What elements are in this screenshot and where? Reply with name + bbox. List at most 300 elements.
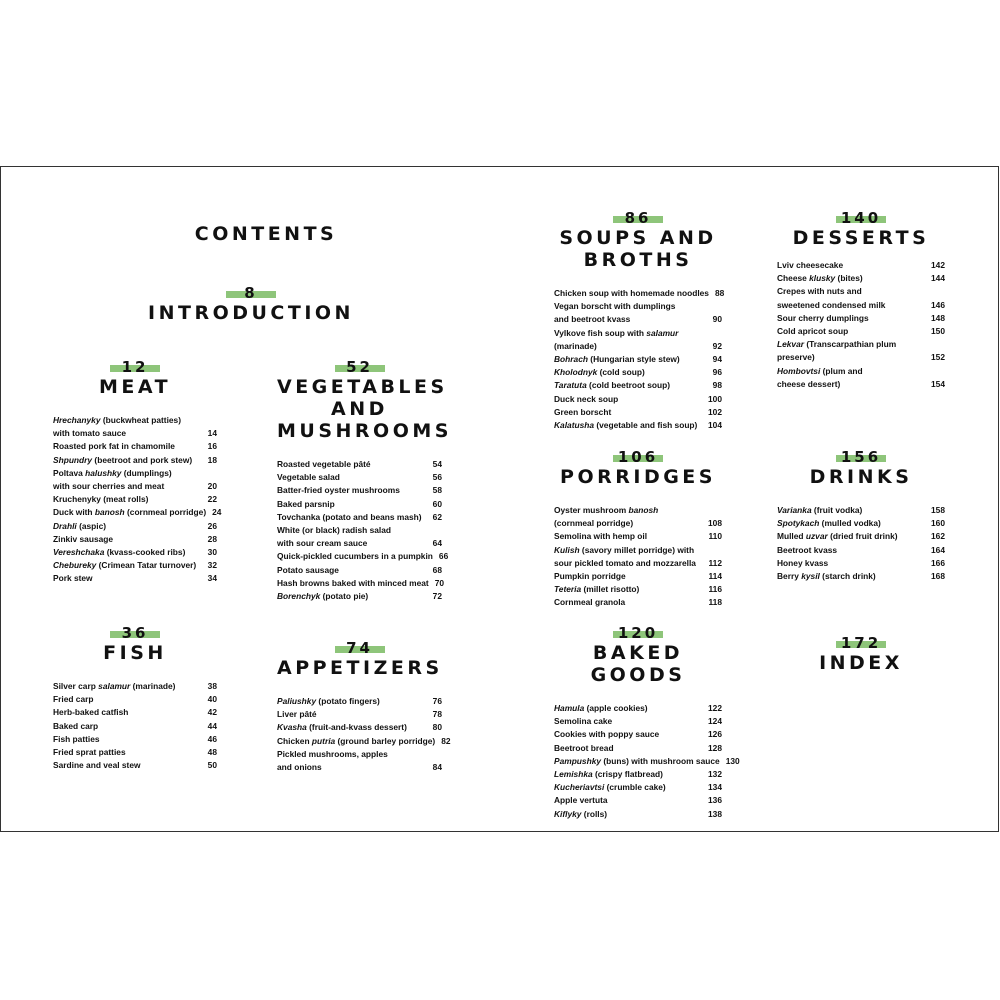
entry-title-text: (bites)	[835, 273, 863, 284]
entry-title-text: Liver pâté	[277, 709, 317, 720]
contents-entry	[554, 517, 722, 530]
contents-entry	[554, 715, 722, 728]
entry-title-text: Apple vertuta	[554, 795, 608, 806]
entry-title-text: Poltava	[53, 467, 86, 478]
entry-page-number: 122	[708, 703, 722, 713]
entry-title-text: Fried sprat patties	[53, 747, 126, 758]
contents-entry	[277, 748, 442, 761]
entry-page-number: 60	[432, 498, 442, 509]
entry-title	[53, 520, 106, 533]
section-page-number: 86	[624, 209, 652, 227]
contents-entry	[277, 735, 451, 748]
section-page-number: 52	[346, 358, 373, 376]
entry-title	[554, 300, 675, 313]
entry-title-italic: Chebureky	[53, 560, 97, 571]
entry-title	[53, 706, 128, 719]
entry-title-text: Semolina with hemp oil	[554, 531, 648, 542]
entry-title-text: Fried carp	[53, 694, 94, 705]
entry-title-text: Quick-pickled cucumbers in a pumpkin	[277, 551, 433, 562]
entry-title	[277, 577, 429, 590]
entry-page-number: 104	[708, 420, 722, 431]
entry-title-text: Hash browns baked with minced meat	[277, 577, 429, 588]
contents-entry	[277, 550, 449, 563]
entry-title-italic: Hrechanyky	[53, 415, 101, 425]
entry-page-number: 92	[712, 340, 722, 351]
entry-title	[554, 808, 607, 821]
entry-page-number: 58	[432, 485, 442, 496]
entry-title-italic: Spotykach	[777, 518, 820, 529]
entry-title	[554, 544, 694, 557]
entry-title-text: Batter-fried oyster mushrooms	[277, 485, 400, 496]
entry-title-italic: Hamula	[554, 703, 585, 713]
contents-entry	[53, 693, 217, 706]
entry-page-number: 42	[207, 707, 217, 718]
entry-page-number: 112	[708, 557, 722, 568]
contents-entry	[554, 393, 722, 406]
entry-title	[277, 708, 317, 721]
entry-title-text: Baked parsnip	[277, 498, 335, 509]
contents-entry	[777, 544, 945, 557]
entry-title	[53, 720, 98, 733]
entry-title-text: Cookies with poppy sauce	[554, 729, 660, 740]
entry-page-number: 84	[432, 762, 442, 773]
entry-title	[53, 559, 196, 572]
contents-entry	[53, 546, 217, 559]
entry-title-italic: Paliushky	[277, 696, 317, 706]
entry-title	[554, 768, 663, 781]
entry-title-italic: Kiflyky	[554, 808, 582, 819]
contents-entry	[554, 728, 722, 741]
contents-entry	[53, 733, 217, 746]
entry-title	[554, 702, 648, 715]
entry-page-number: 32	[207, 560, 217, 571]
entry-page-number: 54	[432, 459, 442, 469]
entry-title-italic: Teteria	[554, 584, 582, 595]
contents-entry	[554, 702, 722, 715]
section-meat	[53, 358, 222, 586]
entry-title-text: Mulled	[777, 531, 806, 542]
entry-title	[554, 583, 639, 596]
entry-page-number: 14	[207, 428, 217, 439]
contents-entry	[53, 520, 217, 533]
entry-title-text: (cornmeal porridge)	[124, 507, 207, 518]
entry-title-text: Roasted vegetable pâté	[277, 459, 371, 469]
entry-title	[53, 693, 94, 706]
entry-title-text: (cornmeal porridge)	[554, 518, 634, 529]
entry-title	[53, 546, 185, 559]
contents-entry	[777, 259, 945, 272]
entry-title-text: (fruit vodka)	[811, 505, 863, 515]
entry-page-number: 116	[708, 584, 722, 595]
entry-title-italic: Kvasha	[277, 722, 307, 733]
entry-title	[554, 557, 696, 570]
entry-title	[277, 721, 407, 734]
entry-title-italic: Vereshchaka	[53, 547, 105, 558]
entry-title-text: preserve)	[777, 352, 815, 363]
entry-title-text: and onions	[277, 762, 322, 773]
entry-title-italic: Bohrach	[554, 354, 588, 365]
entry-title	[277, 748, 388, 761]
entry-title-text: Herb-baked catfish	[53, 707, 129, 718]
entry-title-italic: Kulish	[554, 544, 580, 555]
entry-title	[777, 325, 848, 338]
entry-list	[277, 695, 451, 774]
entry-title-text: Cornmeal granola	[554, 597, 626, 608]
entry-title-text: (dried fruit drink)	[827, 531, 898, 542]
contents-entry	[554, 794, 722, 807]
entry-list	[277, 458, 449, 603]
entry-title	[53, 467, 172, 480]
section-title: DESSERTS	[792, 227, 930, 249]
entry-title	[777, 544, 837, 557]
entry-page-number: 80	[432, 722, 442, 733]
contents-entry	[53, 427, 217, 440]
contents-entry	[554, 742, 722, 755]
entry-title-text: Oyster mushroom	[554, 505, 629, 515]
entry-title	[554, 596, 625, 609]
contents-entry	[53, 454, 217, 467]
entry-title-italic: Lemishka	[554, 769, 593, 780]
contents-entry	[777, 338, 945, 351]
contents-entry	[277, 458, 442, 471]
entry-title	[277, 550, 433, 563]
entry-page-number: 26	[207, 520, 217, 531]
entry-title-text: (Transcarpathian plum	[804, 339, 897, 350]
entry-list	[554, 287, 725, 432]
entry-title	[554, 393, 618, 406]
entry-page-number: 16	[207, 441, 217, 452]
entry-title	[777, 365, 863, 378]
section-drinks	[777, 450, 945, 583]
entry-page-number: 56	[432, 472, 442, 483]
entry-page-number: 102	[708, 406, 722, 417]
contents-entry	[53, 533, 217, 546]
entry-title	[277, 458, 371, 471]
contents-entry	[554, 570, 722, 583]
entry-title	[53, 746, 126, 759]
entry-title-text: Baked carp	[53, 720, 99, 731]
section-title: DRINKS	[809, 466, 913, 488]
entry-title-text: Sour cherry dumplings	[777, 312, 869, 323]
entry-page-number: 124	[708, 716, 722, 727]
contents-entry	[554, 419, 722, 432]
contents-entry	[777, 351, 945, 364]
entry-page-number: 152	[931, 352, 945, 363]
entry-title	[554, 406, 611, 419]
entry-title-text: Cheese	[777, 273, 810, 284]
contents-entry	[554, 287, 725, 300]
entry-title-text: (kvass-cooked ribs)	[104, 547, 186, 558]
entry-title	[777, 299, 885, 312]
entry-title	[277, 537, 367, 550]
entry-title-text: sour pickled tomato and mozzarella	[554, 557, 696, 568]
section-page-number: 36	[121, 624, 149, 642]
contents-entry	[277, 590, 442, 603]
entry-list	[53, 680, 217, 772]
contents-spread	[0, 166, 999, 832]
entry-title	[777, 517, 881, 530]
entry-title	[554, 794, 608, 807]
entry-title-text: (beetroot and pork stew)	[92, 454, 193, 465]
contents-entry	[277, 564, 442, 577]
entry-title	[53, 680, 175, 693]
entry-page-number: 82	[441, 735, 451, 746]
entry-title	[277, 484, 400, 497]
entry-title	[554, 728, 659, 741]
entry-title-text: Pickled mushrooms, apples	[277, 748, 388, 759]
contents-entry	[777, 365, 945, 378]
entry-title	[277, 735, 435, 748]
entry-title-text: (Hungarian style stew)	[587, 354, 680, 365]
entry-title-text: Duck neck soup	[554, 393, 619, 404]
contents-entry	[554, 808, 722, 821]
entry-page-number: 168	[931, 571, 945, 582]
entry-page-number: 154	[931, 378, 945, 389]
entry-title-text: (rolls)	[581, 808, 608, 819]
entry-page-number: 64	[432, 538, 442, 549]
section-title-line: AND	[331, 398, 388, 420]
entry-title-text: (savory millet porridge) with	[579, 544, 695, 555]
entry-page-number: 50	[207, 760, 217, 771]
entry-title-text: (mulled vodka)	[819, 518, 881, 529]
entry-title-text: (potato pie)	[320, 591, 369, 602]
entry-title-text: Crepes with nuts and	[777, 286, 862, 297]
entry-title	[554, 379, 670, 392]
entry-page-number: 134	[708, 782, 722, 793]
entry-page-number: 130	[725, 755, 740, 766]
contents-entry	[554, 379, 722, 392]
entry-page-number: 96	[712, 367, 722, 378]
entry-list	[777, 504, 945, 583]
entry-page-number: 144	[931, 273, 945, 284]
contents-entry	[777, 557, 945, 570]
entry-title-text: (fruit-and-kvass dessert)	[306, 722, 407, 733]
entry-title	[777, 557, 828, 570]
contents-entry	[53, 414, 217, 427]
entry-title-text: (ground barley porridge)	[335, 735, 436, 746]
entry-title-text: (marinade)	[130, 681, 176, 691]
contents-entry	[53, 720, 217, 733]
entry-title-text: with tomato sauce	[53, 428, 127, 439]
section-page-number: 172	[840, 634, 882, 652]
entry-title-text: (crumble cake)	[604, 782, 666, 793]
contents-entry	[554, 300, 722, 313]
contents-entry	[277, 695, 442, 708]
section-title: INTRODUCTION	[148, 302, 354, 324]
contents-entry	[554, 530, 722, 543]
section-fish	[53, 626, 217, 772]
entry-page-number: 70	[434, 577, 445, 588]
contents-entry	[277, 537, 442, 550]
section-soups	[554, 209, 725, 432]
entry-title-italic: uzvar	[805, 531, 828, 542]
entry-title-italic: kysil	[801, 571, 820, 582]
contents-entry	[554, 406, 722, 419]
entry-title	[554, 530, 647, 543]
entry-title-text: Pumpkin porridge	[554, 571, 626, 582]
entry-title-italic: halushky	[85, 467, 122, 478]
entry-page-number: 164	[931, 544, 945, 555]
entry-page-number: 126	[708, 729, 722, 740]
section-title-line: BROTHS	[583, 249, 693, 271]
entry-title	[777, 570, 876, 583]
contents-entry	[554, 596, 722, 609]
entry-title-text: White (or black) radish salad	[277, 525, 392, 536]
entry-page-number: 118	[708, 597, 722, 608]
entry-title	[554, 755, 720, 768]
entry-title	[554, 313, 630, 326]
entry-title	[777, 504, 862, 517]
entry-title-text: and beetroot kvass	[554, 314, 631, 325]
section-page-number: 12	[121, 358, 149, 376]
contents-entry	[554, 340, 722, 353]
entry-title-italic: Kalatusha	[554, 420, 595, 431]
entry-page-number: 62	[432, 511, 442, 522]
section-title: APPETIZERS	[277, 657, 443, 679]
entry-title-text: Pork stew	[53, 573, 93, 584]
contents-entry	[777, 378, 945, 391]
section-title-line: VEGETABLES	[277, 376, 448, 398]
entry-page-number: 48	[207, 747, 217, 758]
entry-title-text: cheese dessert)	[777, 378, 841, 389]
contents-entry	[53, 680, 217, 693]
entry-title-italic: Drahli	[53, 520, 77, 531]
entry-title-text: (apple cookies)	[584, 703, 648, 713]
entry-title-text: Lviv cheesecake	[777, 260, 844, 270]
entry-title	[554, 287, 709, 300]
entry-title-text: (millet risotto)	[581, 584, 640, 595]
entry-title-italic: salamur	[98, 681, 131, 691]
entry-page-number: 78	[432, 709, 442, 720]
entry-title-text: (potato fingers)	[316, 696, 380, 706]
entry-page-number: 24	[212, 507, 222, 518]
section-page-number: 74	[346, 639, 373, 657]
entry-title	[277, 761, 322, 774]
entry-title-text: (vegetable and fish soup)	[594, 420, 698, 431]
entry-page-number: 138	[708, 808, 722, 819]
entry-list	[777, 259, 945, 391]
entry-page-number: 160	[931, 518, 945, 529]
entry-list	[554, 504, 722, 610]
contents-entry	[554, 353, 722, 366]
entry-title-text: Potato sausage	[277, 564, 339, 575]
entry-title-text: (aspic)	[76, 520, 107, 531]
entry-page-number: 28	[207, 533, 217, 544]
entry-title-italic: Kucheriavtsi	[554, 782, 605, 793]
entry-title	[777, 378, 840, 391]
entry-title-italic: banosh	[628, 505, 659, 515]
contents-entry	[53, 706, 217, 719]
entry-title	[777, 351, 815, 364]
contents-entry	[53, 440, 217, 453]
entry-title-text: Green borscht	[554, 406, 612, 417]
contents-entry	[277, 721, 442, 734]
entry-title-text: (cold soup)	[597, 367, 645, 378]
section-page-number: 8	[244, 284, 258, 302]
section-appetizers	[277, 639, 451, 774]
entry-title-text: Vylkove fish soup with	[554, 327, 647, 338]
entry-title	[277, 471, 340, 484]
entry-title	[53, 759, 141, 772]
section-title: PORRIDGES	[560, 466, 716, 488]
section-vegetables	[277, 358, 452, 603]
entry-title-text: (buckwheat patties)	[100, 415, 182, 425]
entry-page-number: 166	[931, 557, 945, 568]
entry-title-italic: Borenchyk	[277, 591, 321, 602]
contents-entry	[554, 768, 722, 781]
entry-title-text: (cold beetroot soup)	[586, 380, 671, 391]
entry-title-text: (dumplings)	[121, 467, 172, 478]
entry-title	[777, 272, 863, 285]
entry-title	[277, 695, 380, 708]
contents-entry	[777, 272, 945, 285]
entry-title	[53, 440, 175, 453]
contents-entry	[277, 471, 442, 484]
section-title: INDEX	[819, 652, 903, 674]
section-porridges	[554, 450, 722, 610]
entry-title	[554, 353, 680, 366]
entry-page-number: 22	[207, 494, 217, 505]
contents-entry	[777, 325, 945, 338]
entry-title	[277, 511, 422, 524]
contents-entry	[53, 480, 217, 493]
contents-entry	[277, 761, 442, 774]
entry-page-number: 110	[708, 531, 722, 542]
entry-title	[777, 530, 898, 543]
entry-title-italic: Pampushky	[554, 755, 602, 766]
contents-entry	[277, 708, 442, 721]
entry-title-text: Honey kvass	[777, 557, 829, 568]
entry-page-number: 94	[712, 354, 722, 365]
entry-page-number: 72	[432, 591, 442, 602]
entry-title-text: Silver carp	[53, 681, 99, 691]
section-title-line: SOUPS AND	[559, 227, 717, 249]
entry-title	[53, 454, 192, 467]
contents-entry	[53, 559, 217, 572]
contents-entry	[53, 759, 217, 772]
entry-title-text: (marinade)	[554, 340, 597, 351]
entry-title-text: Tovchanka (potato and beans mash)	[277, 511, 422, 522]
entry-title-text: Vegan borscht with dumplings	[554, 301, 676, 312]
section-introduction	[141, 286, 361, 324]
entry-page-number: 76	[432, 696, 442, 706]
entry-title	[554, 366, 645, 379]
entry-page-number: 114	[708, 571, 722, 582]
contents-entry	[277, 577, 445, 590]
entry-title-text: (starch drink)	[819, 571, 876, 582]
contents-entry	[554, 327, 722, 340]
entry-page-number: 90	[712, 314, 722, 325]
section-title: BAKED GOODS	[590, 642, 686, 686]
entry-title	[53, 493, 148, 506]
contents-entry	[277, 484, 442, 497]
entry-title-italic: Shpundry	[53, 454, 93, 465]
entry-title	[554, 504, 658, 517]
entry-page-number: 30	[207, 547, 217, 558]
entry-title	[554, 340, 597, 353]
contents-entry	[777, 517, 945, 530]
entry-page-number: 20	[207, 481, 217, 492]
contents-entry	[53, 467, 217, 480]
entry-page-number: 158	[931, 505, 945, 515]
contents-entry	[554, 366, 722, 379]
entry-page-number: 18	[207, 454, 217, 465]
entry-title	[777, 259, 843, 272]
entry-title	[53, 533, 113, 546]
entry-title-text: (crispy flatbread)	[592, 769, 663, 780]
entry-page-number: 34	[207, 573, 217, 584]
entry-title	[277, 524, 391, 537]
